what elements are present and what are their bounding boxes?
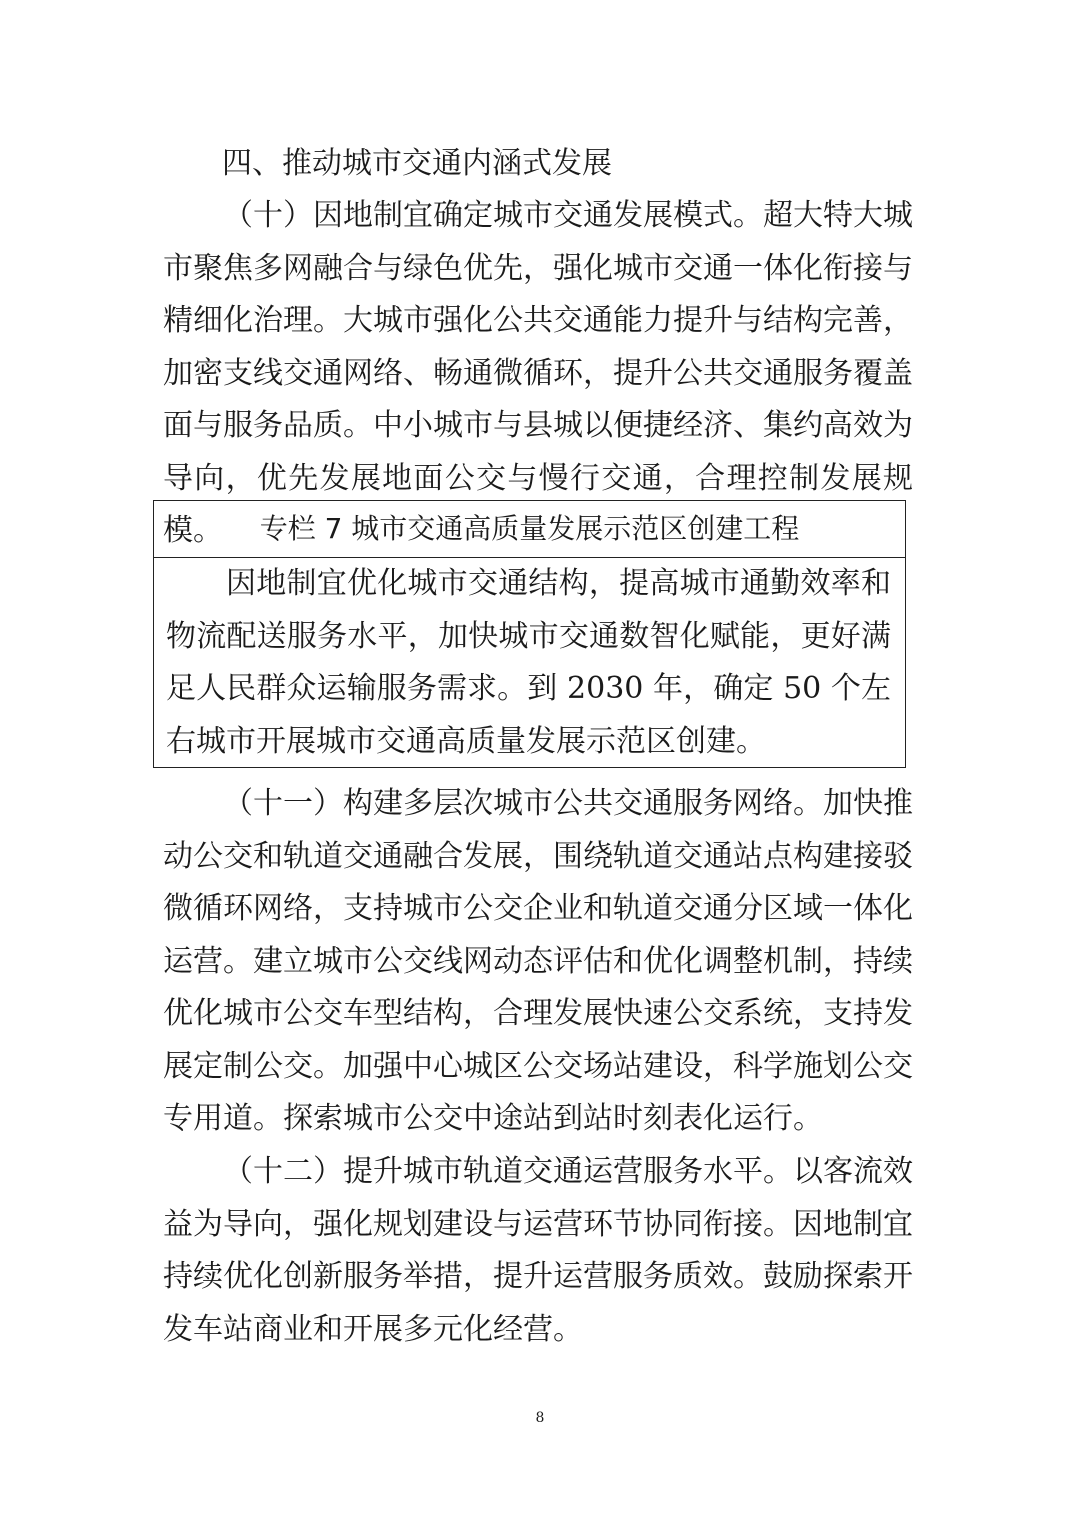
paragraph-12 bbox=[163, 1146, 913, 1356]
feature-box bbox=[153, 500, 906, 768]
paragraph-10-text: 超大特大城市聚焦多网融合与绿色优先，强化城市交通一体化衔接与精细化治理。大城市强化公共交通能力提升与结构完善，加密支线交通网络、畅通微循环，提升公共交通服务覆盖面与服务品质。中小城市与县城以便捷经济、集约高效为导向，优先发展地面公交与慢行交通，合理控制发展规模。 bbox=[163, 198, 913, 548]
paragraph-10-lead: （十）因地制宜确定城市交通发展模式。 bbox=[223, 198, 763, 233]
paragraph-11-lead: （十一）构建多层次城市公共交通服务网络。 bbox=[223, 786, 823, 821]
section-heading: 四、推动城市交通内涵式发展 bbox=[222, 146, 612, 181]
paragraph-12-lead: （十二）提升城市轨道交通运营服务水平。 bbox=[223, 1154, 793, 1189]
page-number: 8 bbox=[535, 1410, 545, 1426]
paragraph-12-text: 以客流效益为导向，强化规划建设与运营环节协同衔接。因地制宜持续优化创新服务举措，提升运营服务质效。鼓励探索开发车站商业和开展多元化经营。 bbox=[163, 1154, 913, 1347]
feature-box-body: 因地制宜优化城市交通结构，提高城市通勤效率和物流配送服务水平，加快城市交通数智化赋能，更好满足人民群众运输服务需求。到 2030 年，确定 50 个左右城市开展城市交通高质量发展示范区创建。 bbox=[166, 566, 891, 759]
feature-box-title: 专栏 7 城市交通高质量发展示范区创建工程 bbox=[154, 501, 905, 558]
paragraph-11-text: 加快推动公交和轨道交通融合发展，围绕轨道交通站点构建接驳微循环网络，支持城市公交企业和轨道交通分区域一体化运营。建立城市公交线网动态评估和优化调整机制，持续优化城市公交车型结构，合理发展快速公交系统，支持发展定制公交。加强中心城区公交场站建设，科学施划公交专用道。探索城市公交中途站到站时刻表化运行。 bbox=[163, 786, 913, 1136]
paragraph-11 bbox=[163, 778, 913, 1146]
